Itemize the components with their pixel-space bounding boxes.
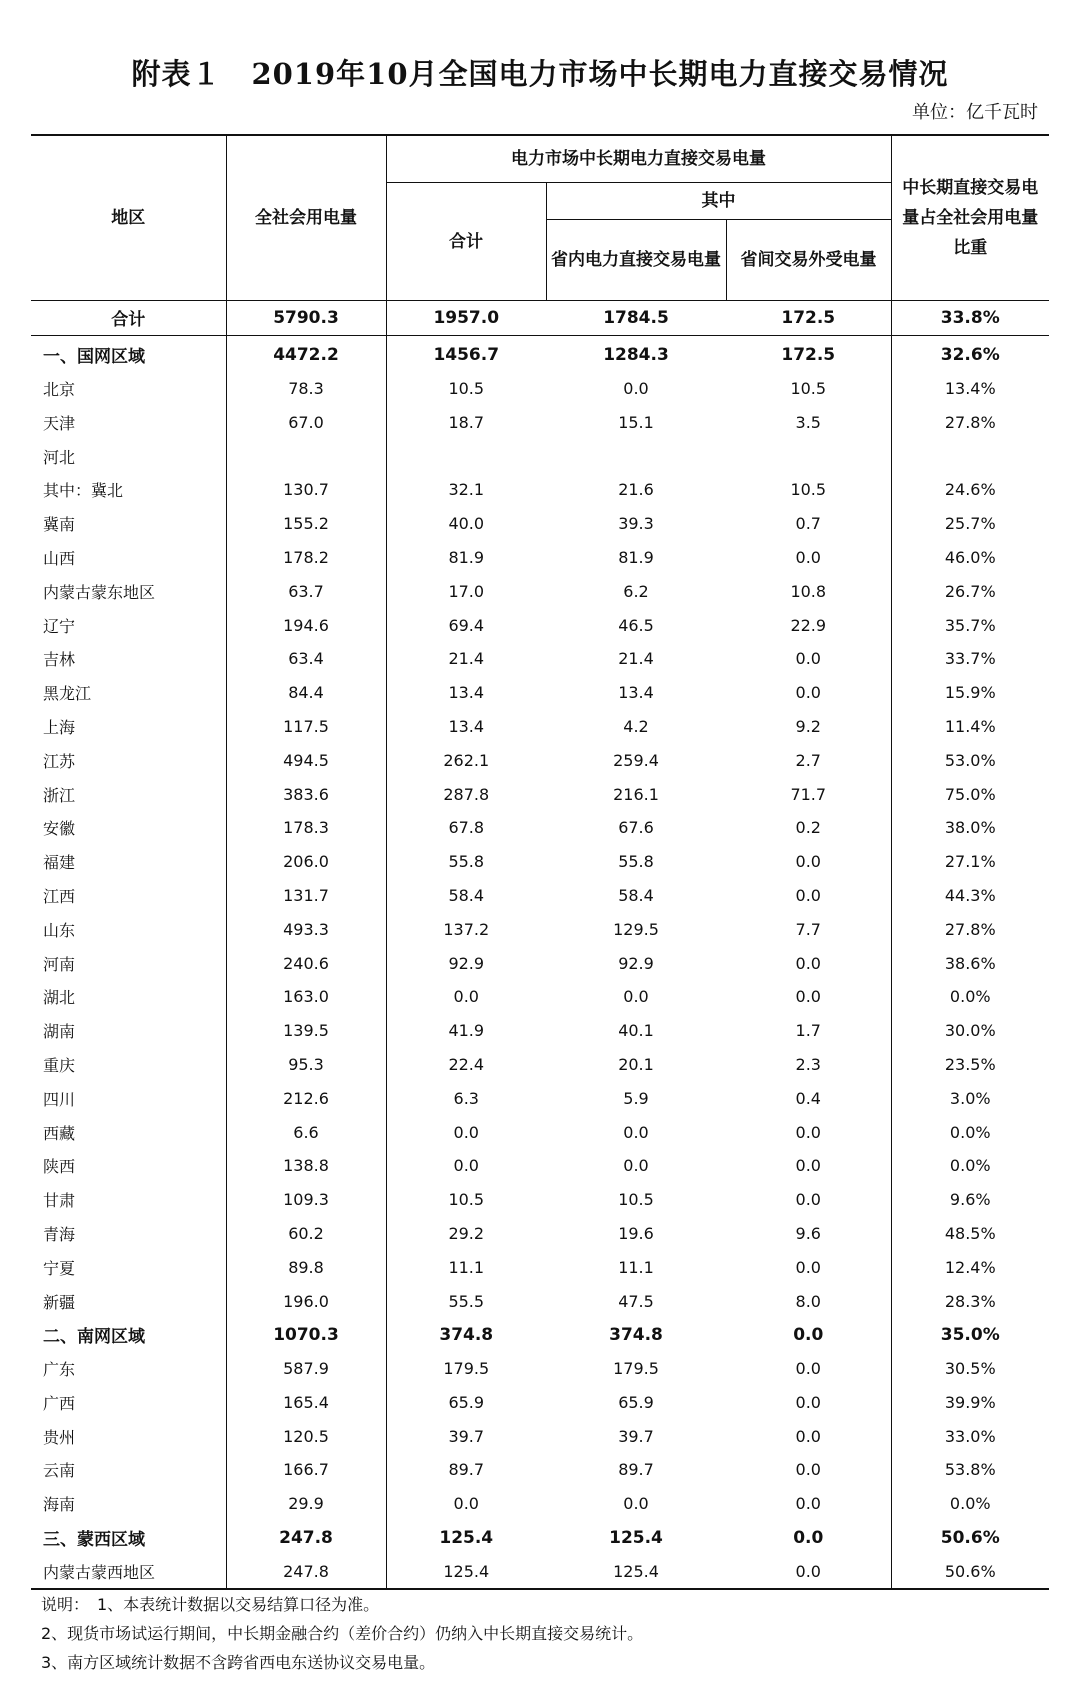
- value-cell: 1070.3: [226, 1318, 386, 1352]
- value-cell: 12.4%: [891, 1250, 1049, 1284]
- value-cell: 10.5: [386, 1183, 546, 1217]
- table-row: [31, 335, 1049, 371]
- value-cell: 0.0: [386, 1115, 546, 1149]
- value-cell: 4472.2: [226, 335, 386, 371]
- value-cell: [726, 439, 891, 473]
- value-cell: 262.1: [386, 743, 546, 777]
- value-cell: 125.4: [386, 1521, 546, 1555]
- region-name-cell: 甘肃: [43, 1191, 76, 1211]
- notes: [41, 1590, 643, 1677]
- value-cell: 17.0: [386, 574, 546, 608]
- value-cell: 247.8: [226, 1521, 386, 1555]
- region-name-cell: 云南: [43, 1461, 76, 1481]
- header-inter-province: 省间交易外受电量: [726, 220, 891, 301]
- value-cell: 0.0: [795, 1426, 821, 1446]
- value-cell: 2.7: [795, 750, 821, 770]
- table-row: [31, 1419, 1049, 1453]
- value-cell: 38.6%: [891, 946, 1049, 980]
- value-cell: 13.4: [386, 676, 546, 710]
- table-row: [31, 1352, 1049, 1386]
- value-cell: 27.8%: [891, 912, 1049, 946]
- value-cell: 0.0: [795, 885, 821, 905]
- value-cell: 137.2: [386, 912, 546, 946]
- region-name-cell: 一、国网区域: [43, 347, 145, 368]
- region-name-cell: 湖南: [43, 1022, 76, 1042]
- value-cell: 5.9: [623, 1088, 649, 1108]
- value-cell: 21.4: [618, 649, 654, 669]
- value-cell: 27.8%: [891, 405, 1049, 439]
- value-cell: 240.6: [226, 946, 386, 980]
- table-row: [31, 1386, 1049, 1420]
- header-trade-group: 电力市场中长期电力直接交易电量: [386, 135, 891, 183]
- table-row: [31, 710, 1049, 744]
- value-cell: 0.0: [795, 852, 821, 872]
- value-cell: 0.0: [795, 1359, 821, 1379]
- value-cell: 0.0: [793, 1527, 824, 1548]
- table-row: [31, 1217, 1049, 1251]
- value-cell: 138.8: [226, 1149, 386, 1183]
- value-cell: 67.8: [386, 811, 546, 845]
- value-cell: 493.3: [226, 912, 386, 946]
- value-cell: 4.2: [623, 716, 649, 736]
- value-cell: 55.5: [386, 1284, 546, 1318]
- region-name-cell: 青海: [43, 1224, 76, 1244]
- region-name-cell: 河南: [43, 954, 76, 974]
- table-row: [31, 1081, 1049, 1115]
- value-cell: 89.7: [386, 1453, 546, 1487]
- value-cell: 0.0: [386, 1487, 546, 1521]
- value-cell: [226, 439, 386, 473]
- value-cell: 179.5: [386, 1352, 546, 1386]
- region-name-cell: 山西: [43, 548, 76, 568]
- value-cell: 11.4%: [891, 710, 1049, 744]
- value-cell: 30.0%: [891, 1014, 1049, 1048]
- value-cell: 0.0: [795, 987, 821, 1007]
- value-cell: 44.3%: [891, 879, 1049, 913]
- value-cell: 3.5: [795, 412, 821, 432]
- value-cell: 15.1: [618, 412, 654, 432]
- value-cell: 28.3%: [891, 1284, 1049, 1318]
- region-name-cell: 吉林: [43, 650, 76, 670]
- value-cell: 32.6%: [891, 335, 1049, 371]
- value-cell: 65.9: [618, 1392, 654, 1412]
- value-cell: 6.2: [623, 581, 649, 601]
- value-cell: 24.6%: [891, 473, 1049, 507]
- value-cell: 7.7: [795, 919, 821, 939]
- value-cell: 0.0: [623, 1156, 649, 1176]
- table-row: [31, 1453, 1049, 1487]
- value-cell: 494.5: [226, 743, 386, 777]
- value-cell: 75.0%: [891, 777, 1049, 811]
- region-name-cell: 海南: [43, 1495, 76, 1515]
- value-cell: 92.9: [618, 953, 654, 973]
- value-cell: 0.0: [795, 649, 821, 669]
- value-cell: 92.9: [386, 946, 546, 980]
- value-cell: 67.0: [226, 405, 386, 439]
- value-cell: 27.1%: [891, 845, 1049, 879]
- value-cell: 60.2: [226, 1217, 386, 1251]
- table-row: [31, 879, 1049, 913]
- table-row: [31, 743, 1049, 777]
- table-row: [31, 574, 1049, 608]
- table-row: [31, 1149, 1049, 1183]
- value-cell: 81.9: [386, 541, 546, 575]
- region-name-cell: 江西: [43, 886, 76, 906]
- value-cell: 53.0%: [891, 743, 1049, 777]
- value-cell: 19.6: [618, 1223, 654, 1243]
- region-name-cell: 陕西: [43, 1157, 76, 1177]
- value-cell: 39.7: [618, 1426, 654, 1446]
- value-cell: 89.8: [226, 1250, 386, 1284]
- value-cell: 117.5: [226, 710, 386, 744]
- table-row: [31, 507, 1049, 541]
- value-cell: 0.0%: [891, 980, 1049, 1014]
- value-cell: [891, 439, 1049, 473]
- value-cell: 81.9: [618, 547, 654, 567]
- table-row: [31, 473, 1049, 507]
- value-cell: 1.7: [795, 1021, 821, 1041]
- table-row: [31, 811, 1049, 845]
- value-cell: 30.5%: [891, 1352, 1049, 1386]
- value-cell: 55.8: [386, 845, 546, 879]
- region-name-cell: 浙江: [43, 785, 76, 805]
- value-cell: 1284.3: [603, 344, 669, 365]
- header-intra-province: 省内电力直接交易电量: [546, 220, 726, 301]
- value-cell: 40.1: [618, 1021, 654, 1041]
- value-cell: 22.9: [790, 615, 827, 635]
- table-row: [31, 405, 1049, 439]
- value-cell: 50.6%: [891, 1554, 1049, 1589]
- value-cell: 2.3: [795, 1054, 821, 1074]
- value-cell: 46.0%: [891, 541, 1049, 575]
- value-cell: 155.2: [226, 507, 386, 541]
- value-cell: 10.5: [790, 480, 827, 500]
- value-cell: 109.3: [226, 1183, 386, 1217]
- value-cell: 95.3: [226, 1048, 386, 1082]
- value-cell: 35.7%: [891, 608, 1049, 642]
- region-name-cell: 江苏: [43, 751, 76, 771]
- value-cell: 58.4: [386, 879, 546, 913]
- value-cell: 120.5: [226, 1419, 386, 1453]
- value-cell: 78.3: [226, 372, 386, 406]
- value-cell: 0.0: [623, 378, 649, 398]
- value-cell: 13.4%: [891, 372, 1049, 406]
- region-name-cell: 广西: [43, 1393, 76, 1413]
- region-name-cell: 重庆: [43, 1055, 76, 1075]
- value-cell: 163.0: [226, 980, 386, 1014]
- value-cell: 29.9: [226, 1487, 386, 1521]
- table-row: [31, 912, 1049, 946]
- value-cell: 0.4: [795, 1088, 821, 1108]
- value-cell: [386, 439, 546, 473]
- value-cell: 9.2: [795, 716, 821, 736]
- value-cell: 22.4: [386, 1048, 546, 1082]
- region-name-cell: 福建: [43, 853, 76, 873]
- value-cell: 63.4: [226, 642, 386, 676]
- value-cell: 139.5: [226, 1014, 386, 1048]
- value-cell: 259.4: [613, 750, 659, 770]
- value-cell: 166.7: [226, 1453, 386, 1487]
- value-cell: 0.0: [623, 987, 649, 1007]
- unit-label: 单位：亿千瓦时: [912, 102, 1038, 123]
- value-cell: 0.0: [386, 980, 546, 1014]
- value-cell: 13.4: [618, 683, 654, 703]
- header-subtotal: 合计: [386, 183, 546, 301]
- value-cell: 39.3: [618, 514, 654, 534]
- region-name-cell: 河北: [43, 447, 76, 467]
- region-name-cell: 天津: [43, 413, 76, 433]
- region-name-cell: 广东: [43, 1360, 76, 1380]
- table-row: [31, 1014, 1049, 1048]
- value-cell: 53.8%: [891, 1453, 1049, 1487]
- value-cell: 0.0%: [891, 1115, 1049, 1149]
- value-cell: 212.6: [226, 1081, 386, 1115]
- value-cell: 130.7: [226, 473, 386, 507]
- value-cell: 29.2: [386, 1217, 546, 1251]
- value-cell: 1456.7: [386, 335, 546, 371]
- region-name-cell: 辽宁: [43, 616, 76, 636]
- region-name-cell: 宁夏: [43, 1258, 76, 1278]
- table-row: [31, 301, 1049, 336]
- table-row: [31, 980, 1049, 1014]
- value-cell: 1957.0: [386, 301, 546, 336]
- value-cell: 5790.3: [226, 301, 386, 336]
- region-name-cell: 内蒙古蒙东地区: [43, 582, 156, 602]
- value-cell: 9.6: [795, 1223, 821, 1243]
- value-cell: 125.4: [546, 1554, 726, 1589]
- note-2: 2、现货市场试运行期间，中长期金融合约（差价合约）仍纳入中长期直接交易统计。: [41, 1624, 644, 1643]
- table-row: [31, 608, 1049, 642]
- value-cell: 0.0: [795, 1190, 821, 1210]
- table-row: [31, 777, 1049, 811]
- table-row: [31, 1048, 1049, 1082]
- table-row: [31, 676, 1049, 710]
- table-row: [31, 1487, 1049, 1521]
- header-share: 中长期直接交易电量占全社会用电量比重: [891, 135, 1049, 301]
- value-cell: 0.0: [386, 1149, 546, 1183]
- value-cell: 20.1: [618, 1054, 654, 1074]
- region-name-cell: 西藏: [43, 1123, 76, 1143]
- header-region: 地区: [31, 135, 226, 301]
- value-cell: 0.0: [795, 1156, 821, 1176]
- table-row: [31, 1115, 1049, 1149]
- value-cell: 0.0: [795, 1460, 821, 1480]
- page-title: 附表１ 2019年10月全国电力市场中长期电力直接交易情况: [131, 57, 949, 91]
- value-cell: 206.0: [226, 845, 386, 879]
- value-cell: 216.1: [613, 784, 659, 804]
- header-of-which: 其中: [546, 183, 891, 220]
- value-cell: 26.7%: [891, 574, 1049, 608]
- note-1: 说明： 1、本表统计数据以交易结算口径为准。: [41, 1595, 380, 1614]
- table-row: [31, 372, 1049, 406]
- table-row: [31, 845, 1049, 879]
- region-name-cell: 内蒙古蒙西地区: [31, 1554, 226, 1589]
- value-cell: 10.5: [618, 1190, 654, 1210]
- value-cell: 287.8: [386, 777, 546, 811]
- value-cell: 179.5: [613, 1359, 659, 1379]
- value-cell: 125.4: [609, 1527, 663, 1548]
- region-name-cell: 安徽: [43, 819, 76, 839]
- region-name-cell: 北京: [43, 379, 76, 399]
- table-row: [31, 1521, 1049, 1555]
- value-cell: 0.0: [795, 1122, 821, 1142]
- value-cell: 69.4: [386, 608, 546, 642]
- value-cell: 0.2: [795, 818, 821, 838]
- region-name-cell: 其中：冀北: [43, 481, 124, 501]
- value-cell: 10.5: [386, 372, 546, 406]
- value-cell: 1784.5: [546, 301, 726, 336]
- value-cell: 38.0%: [891, 811, 1049, 845]
- value-cell: [546, 439, 726, 473]
- value-cell: 39.7: [386, 1419, 546, 1453]
- value-cell: 25.7%: [891, 507, 1049, 541]
- region-name-cell: 黑龙江: [43, 684, 92, 704]
- region-name-cell: 三、蒙西区域: [43, 1530, 145, 1551]
- value-cell: 11.1: [618, 1257, 654, 1277]
- value-cell: 178.2: [226, 541, 386, 575]
- value-cell: 178.3: [226, 811, 386, 845]
- value-cell: 0.0%: [891, 1149, 1049, 1183]
- value-cell: 0.0: [795, 547, 821, 567]
- value-cell: 0.0: [726, 1554, 891, 1589]
- value-cell: 587.9: [226, 1352, 386, 1386]
- value-cell: 84.4: [226, 676, 386, 710]
- value-cell: 383.6: [226, 777, 386, 811]
- value-cell: 196.0: [226, 1284, 386, 1318]
- table-row: [31, 1554, 1049, 1589]
- value-cell: 0.0: [795, 953, 821, 973]
- region-name-cell: 合计: [31, 301, 226, 336]
- table-row: [31, 642, 1049, 676]
- value-cell: 39.9%: [891, 1386, 1049, 1420]
- value-cell: 374.8: [386, 1318, 546, 1352]
- value-cell: 46.5: [618, 615, 654, 635]
- value-cell: 65.9: [386, 1386, 546, 1420]
- region-name-cell: 四川: [43, 1089, 76, 1109]
- value-cell: 3.0%: [891, 1081, 1049, 1115]
- region-name-cell: 山东: [43, 920, 76, 940]
- value-cell: 40.0: [386, 507, 546, 541]
- value-cell: 0.0: [793, 1324, 824, 1345]
- value-cell: 50.6%: [891, 1521, 1049, 1555]
- value-cell: 41.9: [386, 1014, 546, 1048]
- value-cell: 35.0%: [891, 1318, 1049, 1352]
- region-name-cell: 湖北: [43, 988, 76, 1008]
- table-row: [31, 1183, 1049, 1217]
- value-cell: 48.5%: [891, 1217, 1049, 1251]
- value-cell: 0.7: [795, 514, 821, 534]
- value-cell: 6.6: [226, 1115, 386, 1149]
- value-cell: 63.7: [226, 574, 386, 608]
- value-cell: 172.5: [781, 344, 836, 365]
- value-cell: 6.3: [386, 1081, 546, 1115]
- value-cell: 10.5: [790, 378, 827, 398]
- value-cell: 67.6: [618, 818, 654, 838]
- value-cell: 129.5: [613, 919, 659, 939]
- value-cell: 172.5: [726, 301, 891, 336]
- value-cell: 71.7: [790, 784, 827, 804]
- value-cell: 58.4: [618, 885, 654, 905]
- value-cell: 32.1: [386, 473, 546, 507]
- value-cell: 33.0%: [891, 1419, 1049, 1453]
- note-3: 3、南方区域统计数据不含跨省西电东送协议交易电量。: [41, 1653, 436, 1672]
- value-cell: 47.5: [618, 1291, 654, 1311]
- value-cell: 247.8: [226, 1554, 386, 1589]
- value-cell: 0.0: [795, 1494, 821, 1514]
- table-row: [31, 946, 1049, 980]
- value-cell: 131.7: [226, 879, 386, 913]
- value-cell: 194.6: [226, 608, 386, 642]
- value-cell: 165.4: [226, 1386, 386, 1420]
- region-name-cell: 二、南网区域: [43, 1327, 145, 1348]
- value-cell: 33.8%: [891, 301, 1049, 336]
- value-cell: 0.0: [623, 1494, 649, 1514]
- region-name-cell: 冀南: [43, 515, 76, 535]
- value-cell: 0.0: [795, 1257, 821, 1277]
- table-row: [31, 1284, 1049, 1318]
- value-cell: 0.0: [795, 683, 821, 703]
- value-cell: 33.7%: [891, 642, 1049, 676]
- value-cell: 21.6: [618, 480, 654, 500]
- value-cell: 21.4: [386, 642, 546, 676]
- table-row: [31, 1318, 1049, 1352]
- value-cell: 0.0: [623, 1122, 649, 1142]
- value-cell: 9.6%: [891, 1183, 1049, 1217]
- table-row: [31, 439, 1049, 473]
- value-cell: 374.8: [609, 1324, 663, 1345]
- region-name-cell: 新疆: [43, 1292, 76, 1312]
- value-cell: 23.5%: [891, 1048, 1049, 1082]
- table-row: [31, 1250, 1049, 1284]
- trade-table: [31, 134, 1049, 1590]
- value-cell: 8.0: [795, 1291, 821, 1311]
- region-name-cell: 贵州: [43, 1427, 76, 1447]
- value-cell: 10.8: [790, 581, 827, 601]
- header-total-consumption: 全社会用电量: [226, 135, 386, 301]
- value-cell: 13.4: [386, 710, 546, 744]
- value-cell: 18.7: [386, 405, 546, 439]
- table-row: [31, 541, 1049, 575]
- region-name-cell: 上海: [43, 717, 76, 737]
- value-cell: 125.4: [386, 1554, 546, 1589]
- value-cell: 0.0%: [891, 1487, 1049, 1521]
- value-cell: 0.0: [795, 1392, 821, 1412]
- value-cell: 15.9%: [891, 676, 1049, 710]
- value-cell: 55.8: [618, 852, 654, 872]
- value-cell: 89.7: [618, 1460, 654, 1480]
- value-cell: 11.1: [386, 1250, 546, 1284]
